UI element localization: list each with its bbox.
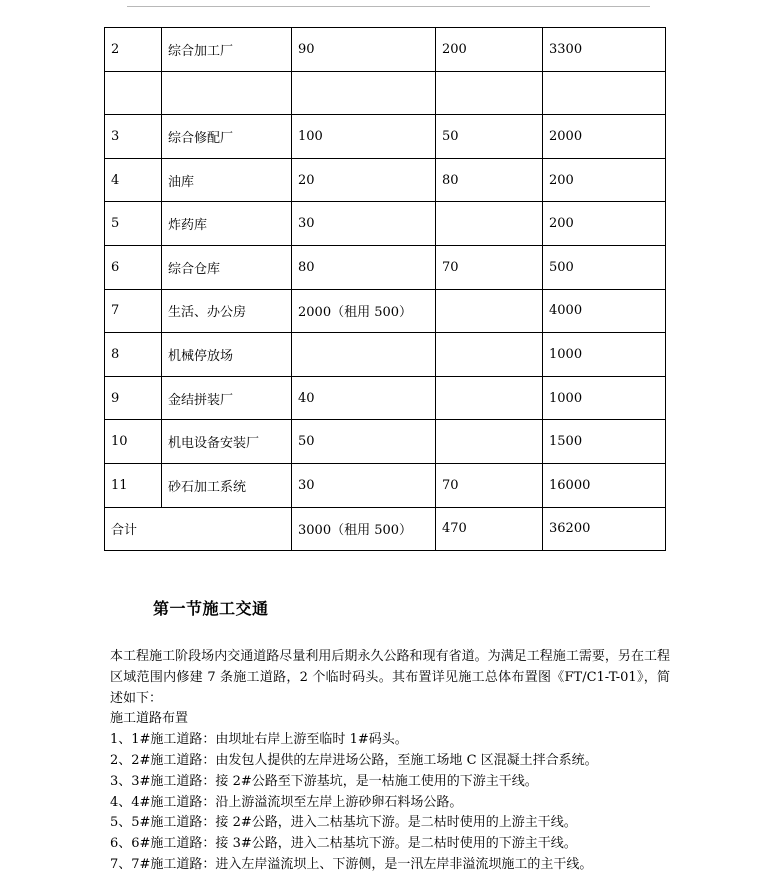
- table-cell-c3: 500: [543, 245, 666, 289]
- table-cell-no: 6: [105, 245, 162, 289]
- page-top-rule: [127, 6, 650, 7]
- intro-paragraph: 本工程施工阶段场内交通道路尽量利用后期永久公路和现有省道。为满足工程施工需要，另在工程区域范围内修建 7 条施工道路，2 个临时码头。其布置详见施工总体布置图《FT/C1-T-01》，简述如下：: [110, 649, 670, 706]
- table-cell-c1: 20: [292, 158, 436, 202]
- table-cell-c3: 4000: [543, 289, 666, 333]
- table-cell-c3: 1000: [543, 333, 666, 377]
- table-cell-name: 综合加工厂: [162, 28, 292, 72]
- table-cell-c2: [436, 289, 543, 333]
- table-cell-c3: 16000: [543, 463, 666, 507]
- table-row: [105, 28, 666, 72]
- table-cell-no: 4: [105, 158, 162, 202]
- table-cell-no: 10: [105, 420, 162, 464]
- table-row: [105, 376, 666, 420]
- table-cell-no: 11: [105, 463, 162, 507]
- table-cell-name: 炸药库: [162, 202, 292, 246]
- table-cell-no: [105, 71, 162, 115]
- table-cell-c3: [543, 71, 666, 115]
- table-row: [105, 463, 666, 507]
- table-cell-c2: [436, 202, 543, 246]
- table-cell-no: 2: [105, 28, 162, 72]
- table-cell-name: 生活、办公房: [162, 289, 292, 333]
- section-heading: 第一节施工交通: [153, 599, 269, 618]
- table-cell-c2: 80: [436, 158, 543, 202]
- section-body: [110, 647, 670, 876]
- road-list-item: 6、6#施工道路：接 3#公路，进入二枯基坑下游。是二枯时使用的下游主干线。: [110, 836, 577, 852]
- table-row: [105, 245, 666, 289]
- table-row: [105, 333, 666, 377]
- table-cell-c2: 70: [436, 463, 543, 507]
- total-label: 合计: [105, 507, 292, 551]
- road-list: [110, 730, 670, 876]
- road-list-item: 2、2#施工道路：由发包人提供的左岸进场公路，至施工场地 C 区混凝土拌合系统。: [110, 752, 598, 768]
- table-cell-c2: 200: [436, 28, 543, 72]
- table-cell-name: 砂石加工系统: [162, 463, 292, 507]
- road-list-item: 5、5#施工道路：接 2#公路，进入二枯基坑下游。是二枯时使用的上游主干线。: [110, 815, 577, 831]
- table-cell-no: 8: [105, 333, 162, 377]
- table-cell-c1: 90: [292, 28, 436, 72]
- table-cell-no: 3: [105, 115, 162, 159]
- table-cell-c1: 100: [292, 115, 436, 159]
- table-cell-c1: 80: [292, 245, 436, 289]
- table-cell-c2: 50: [436, 115, 543, 159]
- road-list-item: 3、3#施工道路：接 2#公路至下游基坑，是一枯施工使用的下游主干线。: [110, 773, 538, 789]
- table-cell-c1: 2000（租用 500）: [292, 289, 436, 333]
- total-cell-c1: 3000（租用 500）: [292, 507, 436, 551]
- table-cell-c2: [436, 71, 543, 115]
- table-cell-c3: 3300: [543, 28, 666, 72]
- road-list-item: 1、1#施工道路：由坝址右岸上游至临时 1#码头。: [110, 732, 408, 748]
- facility-area-table: [104, 27, 666, 551]
- table-cell-c1: [292, 333, 436, 377]
- facility-table-body: [105, 28, 666, 508]
- table-cell-c3: 1000: [543, 376, 666, 420]
- total-cell-c2: 470: [436, 507, 543, 551]
- table-row: [105, 420, 666, 464]
- table-cell-c1: [292, 71, 436, 115]
- table-cell-name: 综合修配厂: [162, 115, 292, 159]
- table-cell-c2: 70: [436, 245, 543, 289]
- table-cell-c1: 50: [292, 420, 436, 464]
- table-cell-c2: [436, 376, 543, 420]
- table-cell-no: 5: [105, 202, 162, 246]
- road-list-item: 4、4#施工道路：沿上游溢流坝至左岸上游砂卵石料场公路。: [110, 794, 463, 810]
- table-cell-c1: 30: [292, 202, 436, 246]
- table-cell-c1: 30: [292, 463, 436, 507]
- table-cell-no: 7: [105, 289, 162, 333]
- total-cell-c3: 36200: [543, 507, 666, 551]
- table-cell-name: 综合仓库: [162, 245, 292, 289]
- subheading-road-layout: 施工道路布置: [110, 711, 189, 727]
- table-cell-name: 机电设备安装厂: [162, 420, 292, 464]
- table-cell-c1: 40: [292, 376, 436, 420]
- table-cell-c2: [436, 333, 543, 377]
- table-row: [105, 115, 666, 159]
- table-cell-name: 机械停放场: [162, 333, 292, 377]
- table-row: [105, 158, 666, 202]
- table-cell-c3: 200: [543, 202, 666, 246]
- table-total-row: [105, 507, 666, 551]
- table-cell-name: [162, 71, 292, 115]
- road-list-item: 7、7#施工道路：进入左岸溢流坝上、下游侧，是一汛左岸非溢流坝施工的主干线。: [110, 856, 593, 872]
- table-cell-name: 金结拼装厂: [162, 376, 292, 420]
- table-cell-c3: 1500: [543, 420, 666, 464]
- table-row: [105, 289, 666, 333]
- table-cell-name: 油库: [162, 158, 292, 202]
- table-cell-c3: 2000: [543, 115, 666, 159]
- table-cell-c2: [436, 420, 543, 464]
- table-row: [105, 71, 666, 115]
- table-cell-c3: 200: [543, 158, 666, 202]
- table-row: [105, 202, 666, 246]
- table-cell-no: 9: [105, 376, 162, 420]
